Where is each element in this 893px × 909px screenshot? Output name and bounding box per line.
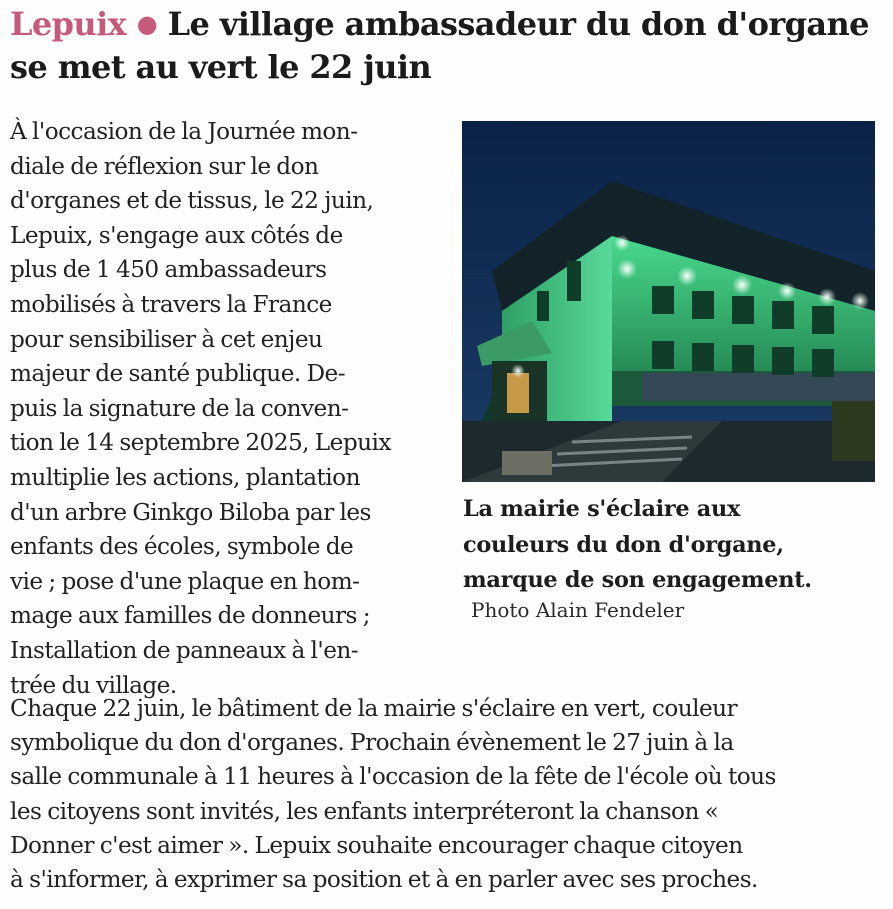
caption-line: couleurs du don d'organe, — [463, 531, 784, 558]
article-full-width-text — [10, 692, 890, 897]
article-line: symbolique du don d'organes. Prochain évènement le 27 juin à la — [10, 729, 734, 757]
article-line: mage aux familles de donneurs ; — [10, 602, 370, 630]
photo-credit: Photo Alain Fendeler — [471, 598, 685, 622]
article-line: plus de 1 450 ambassadeurs — [10, 256, 327, 284]
article-line: Lepuix, s'engage aux côtés de — [10, 221, 343, 249]
article-line: Installation de panneaux à l'en- — [10, 636, 359, 664]
caption-line: marque de son engagement. — [463, 567, 812, 593]
article-line: puis la signature de la conven- — [10, 394, 349, 422]
article-line: enfants des écoles, symbole de — [10, 533, 354, 561]
article-line: Chaque 22 juin, le bâtiment de la mairie s'éclaire en vert, couleur — [10, 695, 738, 722]
article-line: Donner c'est aimer ». Lepuix souhaite encourager chaque citoyen — [10, 831, 743, 859]
article-line: à s'informer, à exprimer sa position et à en parler avec ses proches. — [10, 866, 758, 894]
article-line: multiplie les actions, plantation — [10, 463, 360, 491]
headline-kicker: Lepuix — [10, 5, 127, 43]
article-line: trée du village. — [10, 671, 177, 699]
photo-caption — [463, 492, 883, 599]
town-hall-illustration — [462, 121, 875, 482]
article-line: majeur de santé publique. De- — [10, 360, 346, 388]
article-line: d'un arbre Ginkgo Biloba par les — [10, 498, 371, 526]
article-line: diale de réflexion sur le don — [10, 152, 319, 180]
headline-bullet: ● — [136, 9, 158, 38]
article-line: d'organes et de tissus, le 22 juin, — [10, 187, 374, 215]
article-line: vie ; pose d'une plaque en hom- — [10, 567, 360, 595]
headline-line-2: se met au vert le 22 juin — [10, 48, 432, 86]
caption-line: La mairie s'éclaire aux — [463, 496, 741, 522]
headline — [10, 4, 880, 87]
article-line: salle communale à 11 heures à l'occasion de la fête de l'école où tous — [10, 763, 776, 791]
article-line: À l'occasion de la Journée mon- — [10, 118, 358, 145]
headline-line-1: Le village ambassadeur du don d'organe — [167, 5, 869, 43]
town-hall-photo — [462, 121, 875, 482]
article-column-text — [10, 115, 440, 703]
article-line: pour sensibiliser à cet enjeu — [10, 325, 323, 353]
article-line: les citoyens sont invités, les enfants interpréteront la chanson « — [10, 797, 719, 825]
article-line: mobilisés à travers la France — [10, 290, 332, 318]
article-line: tion le 14 septembre 2025, Lepuix — [10, 429, 391, 457]
